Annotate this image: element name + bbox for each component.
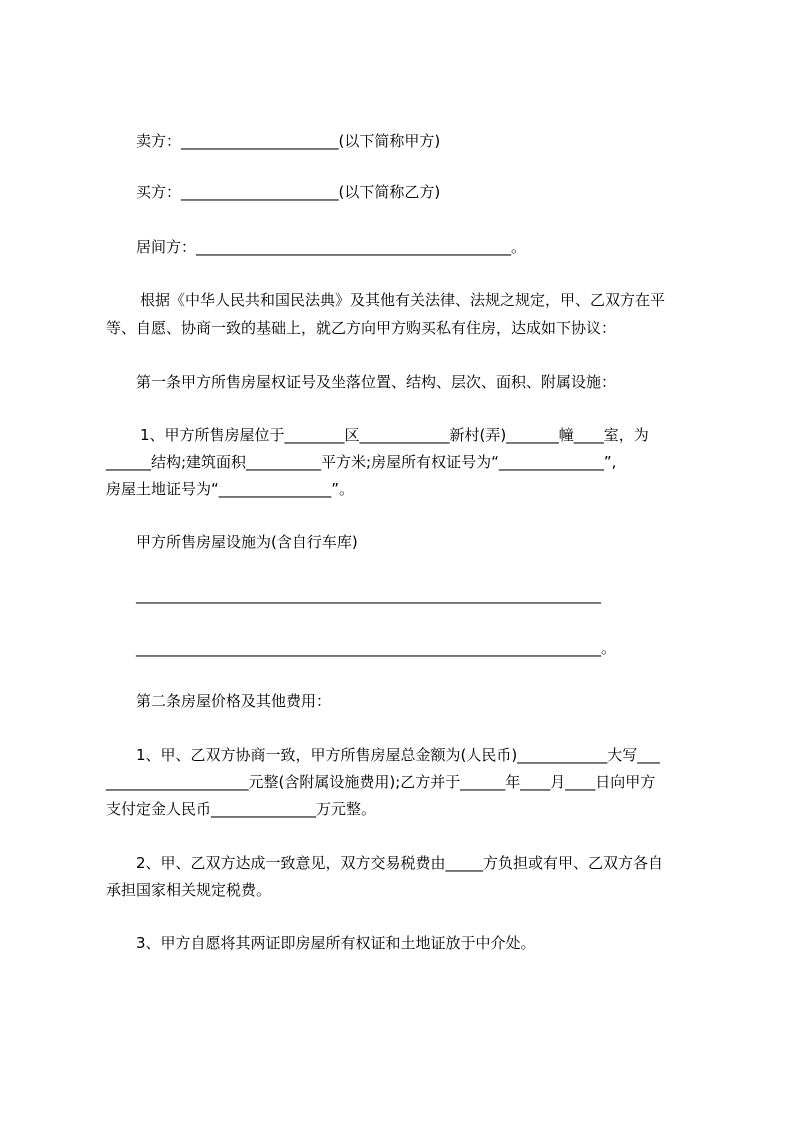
buyer-line [136, 182, 793, 202]
seller-line [136, 131, 793, 151]
facilities-blank-2 [136, 638, 793, 658]
preamble-line-2 [106, 318, 793, 338]
preamble-text-1: 根据《中华人民共和国民法典》及其他有关法律、法规之规定，甲、乙双方在平 [140, 291, 666, 309]
facilities-label [136, 532, 793, 552]
article1-item1-text-1: 1、甲方所售房屋位于________区____________新村(弄)_______幢____室，为 [140, 426, 649, 444]
preamble-text-2: 等、自愿、协商一致的基础上，就乙方向甲方购买私有住房，达成如下协议： [106, 319, 617, 337]
article2-item1-text-2: ___________________元整(含附属设施费用);乙方并于______年____月____日向甲方 [106, 773, 656, 791]
agent-text: 居间方：__________________________________________。 [136, 238, 527, 256]
article2-title [136, 691, 793, 711]
seller-text: 卖方：_____________________(以下简称甲方) [136, 132, 441, 150]
article1-item1-text-3: 房屋土地证号为“_______________”。 [106, 480, 355, 498]
buyer-text: 买方：_____________________(以下简称乙方) [136, 183, 441, 201]
article2-title-text: 第二条房屋价格及其他费用： [136, 692, 332, 710]
preamble-line-1 [140, 290, 793, 310]
article2-item2-text-2: 承担国家相关规定税费。 [106, 881, 272, 899]
article2-item3-text: 3、甲方自愿将其两证即房屋所有权证和土地证放于中介处。 [136, 934, 536, 952]
facilities-blank-text-2: ______________________________________________________________。 [136, 639, 617, 657]
article1-title [136, 372, 793, 392]
facilities-blank-text-1: ______________________________________________________________ [136, 586, 601, 604]
article1-item1-text-2: ______结构;建筑面积__________平方米;房屋所有权证号为“______________”, [106, 453, 617, 471]
article2-item2-line1 [136, 853, 793, 873]
article1-item1-line3 [106, 479, 793, 499]
article2-item1-line2 [106, 772, 793, 792]
agent-line [136, 237, 793, 257]
facilities-blank-1 [136, 585, 793, 605]
article2-item2-text-1: 2、甲、乙双方达成一致意见，双方交易税费由_____方负担或有甲、乙双方各自 [136, 854, 664, 872]
article2-item2-line2 [106, 880, 793, 900]
article1-item1-line2 [106, 452, 793, 472]
article2-item1-text-3: 支付定金人民币______________万元整。 [106, 800, 377, 818]
article2-item1-line1 [136, 745, 793, 765]
facilities-label-text: 甲方所售房屋设施为(含自行车库) [136, 533, 358, 551]
article2-item1-line3 [106, 799, 793, 819]
article2-item1-text-1: 1、甲、乙双方协商一致，甲方所售房屋总金额为(人民币)____________大写___ [136, 746, 660, 764]
article2-item3 [136, 933, 793, 953]
article1-item1-line1 [140, 425, 793, 445]
article1-title-text: 第一条甲方所售房屋权证号及坐落位置、结构、层次、面积、附属设施： [136, 373, 617, 391]
